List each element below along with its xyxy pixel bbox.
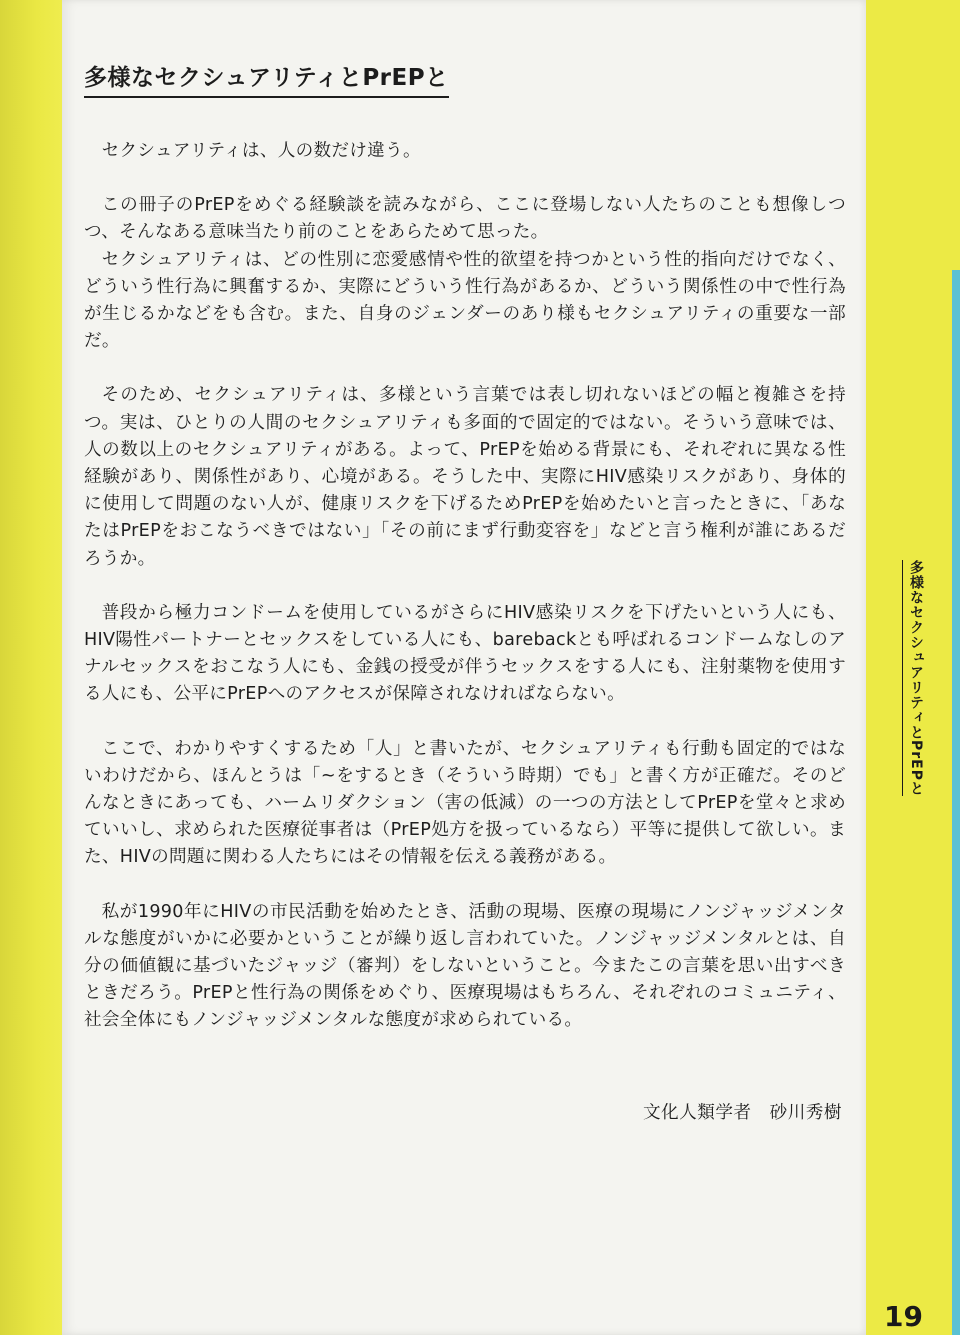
left-page-edge (0, 0, 62, 1335)
author-signature: 文化人類学者 砂川秀樹 (642, 1103, 842, 1123)
article-body (84, 138, 846, 1035)
page-title: 多様なセクシュアリティとPrEPと (84, 59, 449, 98)
side-section-label: 多様なセクシュアリティとPrEPと (902, 560, 926, 796)
paragraph-5: 普段から極力コンドームを使用しているがさらにHIV感染リスクを下げたいという人にも、HIV陽性パートナーとセックスをしている人にも、barebackとも呼ばれるコンドームなしのアナルセックスをおこなう人にも、金銭の授受が伴うセックスをする人にも、注射薬物を使用する人にも、公平にPrEPへのアクセスが保障されなければならない。 (84, 602, 846, 705)
page-number: 19 (884, 1300, 923, 1333)
paragraph-6: ここで、わかりやすくするため「人」と書いたが、セクシュアリティも行動も固定的ではないわけだから、ほんとうは「~をするとき（そういう時期）でも」と書く方が正確だ。そのどんなときにあっても、ハームリダクション（害の低減）の一つの方法としてPrEPを堂々と求めていいし、求められた医療従事者は（PrEP処方を扱っているなら）平等に提供して欲しい。また、HIVの問題に関わる人たちにはその情報を伝える義務がある。 (84, 738, 846, 868)
paragraph-7: 私が1990年にHIVの市民活動を始めたとき、活動の現場、医療の現場にノンジャッジメンタルな態度がいかに必要かということが繰り返し言われていた。ノンジャッジメンタルとは、自分の価値観に基づいたジャッジ（審判）をしないということ。今またこの言葉を思い出すべきときだろう。PrEPと性行為の関係をめぐり、医療現場はもちろん、それぞれのコミュニティ、社会全体にもノンジャッジメンタルな態度が求められている。 (84, 901, 846, 1031)
paragraph-4: そのため、セクシュアリティは、多様という言葉では表し切れないほどの幅と複雑さを持つ。実は、ひとりの人間のセクシュアリティも多面的で固定的ではない。そういう意味では、人の数以上のセクシュアリティがある。よって、PrEPを始める背景にも、それぞれに異なる性経験があり、関係性があり、心境がある。そうした中、実際にHIV感染リスクがあり、身体的に使用して問題のない人が、健康リスクを下げるためPrEPを始めたいと言ったときに、「あなたはPrEPをおこなうべきではない」「その前にまず行動変容を」などと言う権利が誰にあるだろうか。 (84, 385, 846, 569)
paragraph-2: この冊子のPrEPをめぐる経験談を読みながら、ここに登場しない人たちのことも想像しつつ、そんなある意味当たり前のことをあらためて思った。 (84, 195, 846, 243)
paragraph-3: セクシュアリティは、どの性別に恋愛感情や性的欲望を持つかという性的指向だけでなく、どういう性行為に興奮するか、実際にどういう性行為があるか、どういう関係性の中で性行為が生じるかなどをも含む。また、自身のジェンダーのあり様もセクシュアリティの重要な一部だ。 (84, 249, 846, 352)
page-tab-edge (952, 270, 960, 1335)
paragraph-1: セクシュアリティは、人の数だけ違う。 (101, 141, 421, 161)
